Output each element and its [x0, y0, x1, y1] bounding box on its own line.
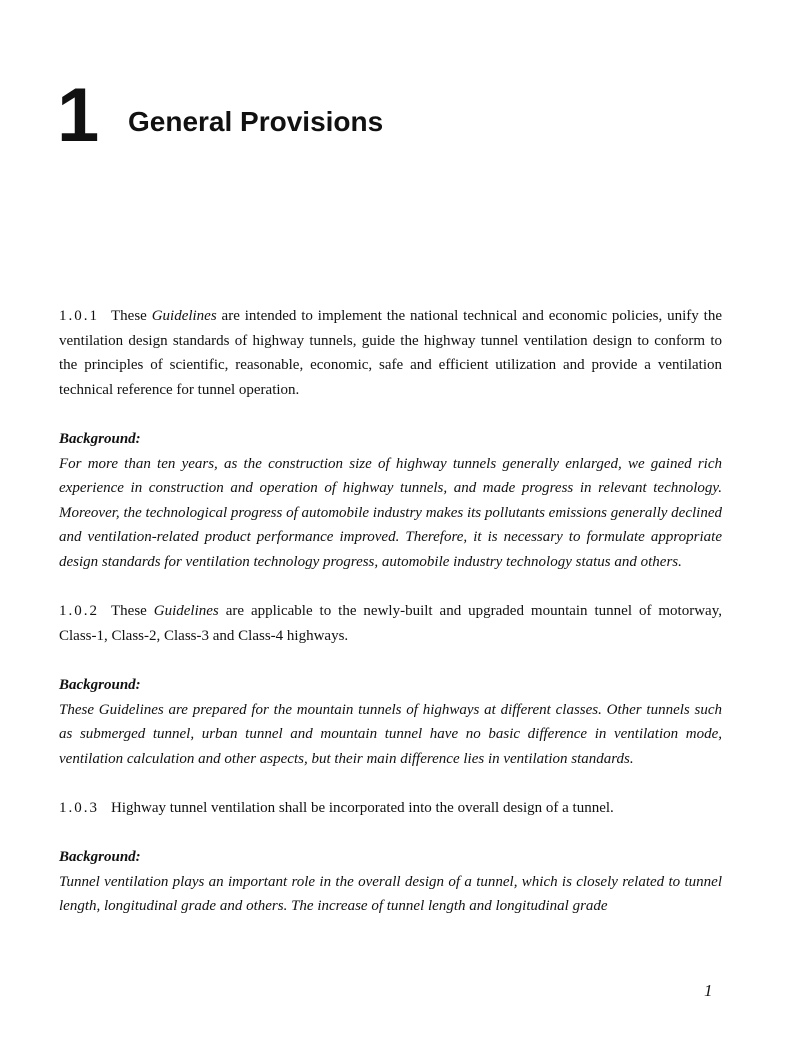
clause-1-0-2 [59, 599, 722, 648]
clause-number: 1.0.2 [59, 603, 99, 620]
clause-number: 1.0.1 [59, 308, 99, 324]
clause-number: 1.0.3 [59, 799, 99, 816]
clause-text: Highway tunnel ventilation shall be incorporated into the overall design of a tunnel. [111, 799, 614, 816]
background-text: For more than ten years, as the construction size of highway tunnels generally enlarged, we gained rich experience in construction and operation of highway tunnels, and made progress in relevant technology. Moreover, the technological progress of automobile industry makes its pollutants emissions generally declined and ventilation-related product performance improved. Therefore, it is necessary to formulate appropriate design standards for ventilation technology progress, automobile industry technology status and others. [59, 455, 722, 570]
clause-text: are applicable to the newly-built and upgraded mountain tunnel of motorway, Class-1, Class-2, Class-3 and Class-4 highways. [59, 603, 722, 644]
clause-emphasis: Guidelines [153, 603, 219, 620]
background-text: Tunnel ventilation plays an important role in the overall design of a tunnel, which is closely related to tunnel length, longitudinal grade and others. The increase of tunnel length and longitudinal grade [59, 873, 722, 915]
clause-emphasis: Guidelines [151, 308, 217, 324]
background-text: These Guidelines are prepared for the mountain tunnels of highways at different classes. Other tunnels such as submerged tunnel, urban tunnel and mountain tunnel have no basic difference in ventilation mode, ventilation calculation and other aspects, but their main difference lies in ventilation standards. [59, 701, 722, 767]
background-heading: Background: [59, 430, 141, 447]
clause-text: These [111, 308, 152, 324]
background-heading: Background: [59, 849, 141, 866]
chapter-title: General Provisions [128, 106, 384, 137]
background-heading: Background: [59, 676, 141, 693]
clause-text: are intended to implement the national technical and economic policies, unify the ventilation design standards of highway tunnels, guide the highway tunnel ventilation design to conform to the principles of scientific, reasonable, economic, safe and efficient utilization and provide a ventilation technical reference for tunnel operation. [59, 308, 722, 398]
clause-text: These [111, 603, 154, 620]
clause-1-0-1 [59, 304, 722, 402]
clause-1-0-3 [59, 796, 722, 821]
document-body [59, 304, 722, 943]
page-number: 1 [704, 981, 713, 1000]
chapter-number: 1 [57, 73, 100, 158]
